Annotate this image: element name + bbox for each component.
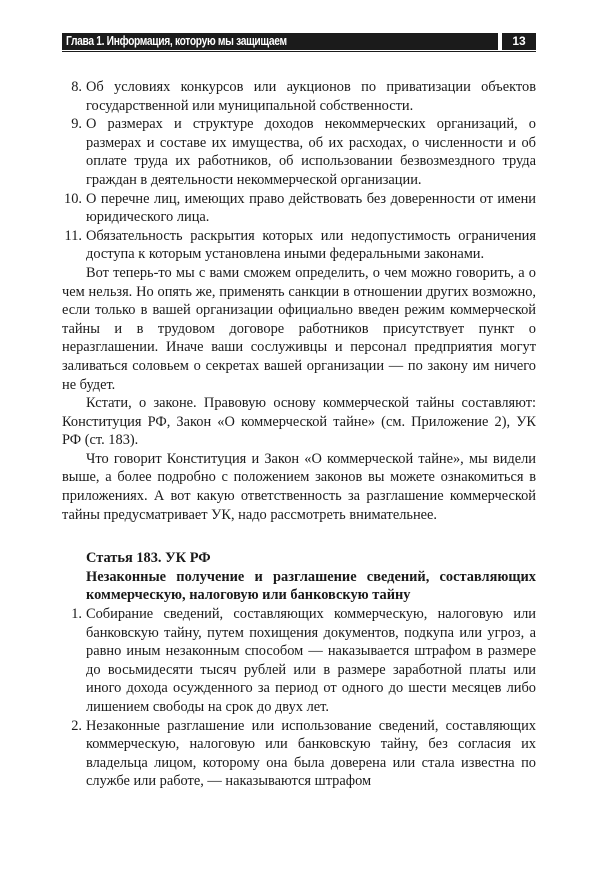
running-header: [62, 33, 536, 53]
article-item-text: Незаконные разглашение или использование сведений, составляющих коммерческую, налоговую или банковскую тайну, без согласия их владельца лицом, которому она была доверена или стала известна по службе или работе, — наказываются штрафом: [86, 717, 536, 790]
list-item-8: [62, 78, 536, 115]
paragraph-legal-basis: Кстати, о законе. Правовую основу коммерческой тайны составляют: Конституция РФ, Закон «О коммерческой тайне» (см. Приложение 2), УК РФ (ст. 183).: [62, 395, 536, 449]
list-item-text: О перечне лиц, имеющих право действовать без доверенности от имени юридического лица.: [86, 190, 536, 226]
article-item-text: Собирание сведений, составляющих коммерческую, налоговую или банковскую тайну, путем похищения документов, подкупа или угроз, а равно иным незаконным способом — наказывается штрафом в размере до восьмидесяти тысяч рублей или в размере заработной платы или иного дохода осужденного за период от одного до шести месяцев либо лишением свободы на срок до двух лет.: [86, 606, 536, 715]
list-item-11: [62, 227, 536, 264]
header-bar: [62, 33, 498, 50]
article-subtitle: Незаконные получение и разглашение сведений, составляющих коммерческую, налоговую или банковскую тайну: [86, 568, 536, 604]
article-item-1: [62, 605, 536, 717]
list-item-10: [62, 190, 536, 227]
top-list: [62, 78, 536, 264]
page-number: 13: [502, 33, 536, 50]
list-item-number: 8.: [71, 79, 82, 95]
page-body: [62, 78, 536, 791]
list-item-text: Об условиях конкурсов или аукционов по приватизации объектов государственной или муниципальной собственности.: [86, 79, 536, 114]
list-item-number: 9.: [71, 116, 82, 133]
header-rule: [62, 51, 536, 52]
list-item-text: Обязательность раскрытия которых или недопустимость ограничения доступа к которым установлена иными федеральными законами.: [86, 227, 536, 263]
list-item-number: 10.: [64, 190, 82, 207]
chapter-title: Глава 1. Информация, которую мы защищаем: [66, 34, 287, 48]
article-list: [62, 605, 536, 791]
article-title: Статья 183. УК РФ: [86, 550, 211, 567]
list-item-9: [62, 115, 536, 189]
article-item-number: 1.: [71, 606, 82, 623]
article-item-2: [62, 717, 536, 791]
list-item-text: О размерах и структуре доходов некоммерческих организаций, о размерах и составе их имущества, об их расходах, о численности и об оплате труда их работников, об использовании безвозмездного труда граждан в деятельности некоммерческой организации.: [86, 116, 536, 188]
paragraph-criminal-code: Что говорит Конституция и Закон «О коммерческой тайне», мы видели выше, а более подробно с положением законов вы можете ознакомиться в приложениях. А вот какую ответственность за разглашение коммерческой тайны предусматривает УК, надо рассмотреть внимательнее.: [62, 450, 536, 523]
list-item-number: 11.: [64, 227, 82, 244]
paragraph-sanctions: Вот теперь-то мы с вами сможем определить, о чем можно говорить, а о чем нельзя. Но опять же, применять санкции в отношении других возможно, если только в вашей организации официально введен режим коммерческой тайны и в трудовом договоре работников присутствует пункт о неразглашении. Иначе ваши сослуживцы и персонал предприятия могут заливаться соловьем о секретах вашей организации — по закону им ничего не будет.: [62, 264, 536, 393]
article-item-number: 2.: [71, 717, 82, 734]
